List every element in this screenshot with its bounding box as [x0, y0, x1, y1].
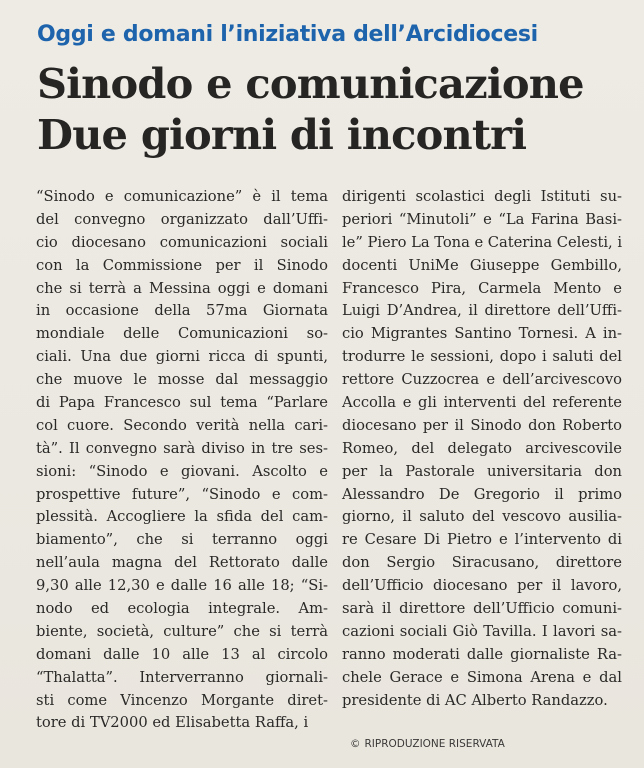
text-line: ciali. Una due giorni ricca di spunti,	[36, 348, 328, 366]
text-line: rettore Cuzzocrea e dell’arcivescovo	[342, 371, 622, 389]
text-line: nell’aula magna del Rettorato dalle	[36, 554, 328, 572]
text-line: 9,30 alle 12,30 e dalle 16 alle 18; “Si-	[36, 577, 328, 595]
text-line: trodurre le sessioni, dopo i saluti del	[342, 348, 622, 366]
text-line: che si terrà a Messina oggi e domani	[36, 279, 328, 297]
text-line: Francesco Pira, Carmela Mento e	[342, 279, 622, 297]
text-line: “Sinodo e comunicazione” è il tema	[36, 188, 328, 205]
text-line: plessità. Accogliere la sfida del cam-	[36, 508, 328, 526]
text-line: per la Pastorale universitaria don	[342, 462, 622, 480]
article-kicker: Oggi e domani l’iniziativa dell’Arcidiocesi	[37, 22, 538, 47]
text-line: domani dalle 10 alle 13 al circolo	[36, 645, 328, 663]
text-line: Accolla e gli interventi del referente	[342, 394, 622, 412]
text-line: “Thalatta”. Interverranno giornali-	[36, 668, 328, 686]
text-line: diocesano per il Sinodo don Roberto	[342, 416, 622, 434]
text-line: re Cesare Di Pietro e l’intervento di	[342, 531, 622, 549]
copyright-icon: ©	[350, 738, 361, 750]
text-line: Luigi D’Andrea, il direttore dell’Uffi-	[342, 302, 622, 320]
text-line: presidente di AC Alberto Randazzo.	[342, 691, 608, 709]
text-line: cio diocesano comunicazioni sociali	[36, 233, 328, 251]
text-line: dell’Ufficio diocesano per il lavoro,	[342, 577, 622, 595]
text-line: sti come Vincenzo Morgante diret-	[36, 691, 328, 709]
copyright-text: RIPRODUZIONE RISERVATA	[364, 738, 505, 750]
text-line: biente, società, culture” che si terrà	[36, 622, 328, 640]
text-line: cazioni sociali Giò Tavilla. I lavori sa-	[342, 622, 622, 640]
text-line: cio Migrantes Santino Tornesi. A in-	[342, 325, 622, 343]
text-line: Romeo, del delegato arcivescovile	[342, 439, 622, 457]
article-body-left-column	[36, 186, 328, 735]
text-line: docenti UniMe Giuseppe Gembillo,	[342, 256, 622, 274]
text-line: in occasione della 57ma Giornata	[36, 302, 328, 320]
text-line: ranno moderati dalle giornaliste Ra-	[342, 645, 622, 663]
text-line: col cuore. Secondo verità nella cari-	[36, 416, 328, 434]
text-line: periori “Minutoli” e “La Farina Basi-	[342, 210, 622, 228]
text-line: di Papa Francesco sul tema “Parlare	[36, 394, 328, 412]
text-line: giorno, il saluto del vescovo ausilia-	[342, 508, 622, 526]
text-line: Alessandro De Gregorio il primo	[342, 485, 622, 503]
text-line: del convegno organizzato dall’Uffi-	[36, 210, 328, 228]
text-line: le” Piero La Tona e Caterina Celesti, i	[342, 233, 622, 251]
text-line: tore di TV2000 ed Elisabetta Raffa, i	[36, 714, 309, 732]
article-body-right-column	[342, 186, 622, 712]
text-line: che muove le mosse dal messaggio	[36, 371, 328, 389]
text-line: sioni: “Sinodo e giovani. Ascolto e	[36, 462, 328, 480]
text-line: mondiale delle Comunicazioni so-	[36, 325, 328, 343]
text-line: dirigenti scolastici degli Istituti su-	[342, 188, 622, 205]
text-line: tà”. Il convegno sarà diviso in tre ses-	[36, 439, 328, 457]
article-headline	[37, 58, 584, 160]
text-line: biamento”, che si terranno oggi	[36, 531, 328, 549]
text-line: con la Commissione per il Sinodo	[36, 256, 328, 274]
headline-line-1: Sinodo e comunicazione	[37, 59, 584, 108]
copyright-notice	[350, 738, 505, 750]
headline-line-2: Due giorni di incontri	[37, 110, 527, 159]
text-line: don Sergio Siracusano, direttore	[342, 554, 622, 572]
text-line: nodo ed ecologia integrale. Am-	[36, 600, 328, 618]
text-line: prospettive future”, “Sinodo e com-	[36, 485, 328, 503]
text-line: sarà il direttore dell’Ufficio comuni-	[342, 600, 622, 618]
text-line: chele Gerace e Simona Arena e dal	[342, 668, 622, 686]
